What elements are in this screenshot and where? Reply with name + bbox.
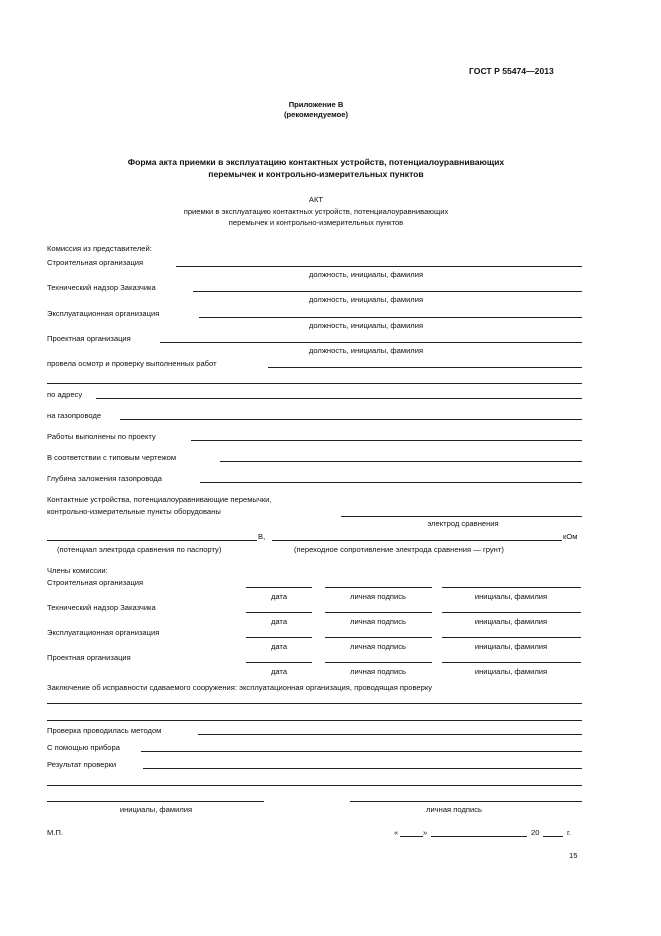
inspection-label: провела осмотр и проверку выполненных работ bbox=[47, 359, 217, 368]
member-date-line[interactable] bbox=[246, 587, 312, 588]
initials-line[interactable] bbox=[47, 801, 264, 802]
potential-caption: (потенциал электрода сравнения по паспорту) bbox=[57, 545, 222, 554]
member-name-line[interactable] bbox=[442, 662, 581, 663]
signature-caption: личная подпись bbox=[350, 617, 406, 626]
inspection-line[interactable] bbox=[268, 367, 582, 368]
date-close-quote: » bbox=[423, 828, 428, 837]
depth-line[interactable] bbox=[200, 482, 582, 483]
day-line[interactable] bbox=[400, 836, 423, 837]
conclusion-line[interactable] bbox=[47, 703, 582, 704]
member-org: Строительная организация bbox=[47, 578, 144, 587]
member-date-line[interactable] bbox=[246, 662, 312, 663]
equipment-line[interactable] bbox=[341, 516, 582, 517]
signature-line[interactable] bbox=[350, 801, 582, 802]
equipment-line-2: контрольно-измерительные пункты оборудованы bbox=[47, 507, 221, 516]
pipeline-line[interactable] bbox=[120, 419, 582, 420]
commission-rep-line[interactable] bbox=[160, 342, 582, 343]
result-line[interactable] bbox=[143, 768, 582, 769]
name-caption: инициалы, фамилия bbox=[474, 642, 548, 651]
commission-rep-label: Эксплуатационная организация bbox=[47, 309, 160, 318]
name-caption: инициалы, фамилия bbox=[474, 617, 548, 626]
method-line[interactable] bbox=[198, 734, 582, 735]
electrode-caption: электрод сравнения bbox=[427, 519, 499, 528]
depth-label: Глубина заложения газопровода bbox=[47, 474, 163, 483]
field-caption: должность, инициалы, фамилия bbox=[308, 295, 424, 304]
act-word: АКТ bbox=[308, 195, 324, 204]
address-label: по адресу bbox=[47, 390, 83, 399]
commission-heading: Комиссия из представителей: bbox=[47, 244, 152, 253]
member-signature-line[interactable] bbox=[325, 612, 432, 613]
year-prefix: 20 bbox=[531, 828, 540, 837]
signature-caption: личная подпись bbox=[350, 642, 406, 651]
seal-label: М.П. bbox=[47, 828, 64, 837]
commission-rep-line[interactable] bbox=[199, 317, 582, 318]
result-line-2[interactable] bbox=[47, 785, 582, 786]
member-org: Проектная организация bbox=[47, 653, 131, 662]
volt-unit: В, bbox=[258, 532, 266, 541]
act-line-1: приемки в эксплуатацию контактных устройств, потенциалоуравнивающих bbox=[183, 207, 449, 216]
member-date-line[interactable] bbox=[246, 612, 312, 613]
ohm-unit: кОм bbox=[563, 532, 578, 541]
member-name-line[interactable] bbox=[442, 587, 581, 588]
potential-line[interactable] bbox=[47, 540, 257, 541]
conclusion-text: Заключение об исправности сдаваемого сооружения: эксплуатационная организация, проводящая проверку bbox=[47, 683, 433, 692]
act-line-2: перемычек и контрольно-измерительных пунктов bbox=[228, 218, 404, 227]
form-title-line-1: Форма акта приемки в эксплуатацию контактных устройств, потенциалоуравнивающих bbox=[127, 157, 505, 167]
date-caption: дата bbox=[270, 617, 288, 626]
annex-subtitle: (рекомендуемое) bbox=[283, 110, 349, 119]
resistance-line[interactable] bbox=[272, 540, 562, 541]
field-caption: должность, инициалы, фамилия bbox=[308, 321, 424, 330]
date-caption: дата bbox=[270, 592, 288, 601]
page-number: 15 bbox=[569, 851, 578, 860]
resistance-caption: (переходное сопротивление электрода сравнения — грунт) bbox=[294, 545, 504, 554]
address-line[interactable] bbox=[96, 398, 582, 399]
year-line[interactable] bbox=[543, 836, 563, 837]
commission-rep-line[interactable] bbox=[176, 266, 582, 267]
equipment-line-1: Контактные устройства, потенциалоуравнивающие перемычки, bbox=[47, 495, 272, 504]
commission-rep-label: Технический надзор Заказчика bbox=[47, 283, 156, 292]
field-caption: должность, инициалы, фамилия bbox=[308, 346, 424, 355]
result-label: Результат проверки bbox=[47, 760, 117, 769]
commission-rep-line[interactable] bbox=[193, 291, 582, 292]
signature-caption: личная подпись bbox=[426, 805, 482, 814]
member-date-line[interactable] bbox=[246, 637, 312, 638]
pipeline-label: на газопроводе bbox=[47, 411, 102, 420]
date-caption: дата bbox=[270, 667, 288, 676]
member-signature-line[interactable] bbox=[325, 637, 432, 638]
project-label: Работы выполнены по проекту bbox=[47, 432, 156, 441]
date-caption: дата bbox=[270, 642, 288, 651]
member-org: Эксплуатационная организация bbox=[47, 628, 160, 637]
commission-rep-label: Строительная организация bbox=[47, 258, 144, 267]
member-signature-line[interactable] bbox=[325, 587, 432, 588]
member-signature-line[interactable] bbox=[325, 662, 432, 663]
field-caption: должность, инициалы, фамилия bbox=[308, 270, 424, 279]
conclusion-line[interactable] bbox=[47, 720, 582, 721]
member-name-line[interactable] bbox=[442, 637, 581, 638]
inspection-line-2[interactable] bbox=[47, 383, 582, 384]
initials-caption: инициалы, фамилия bbox=[119, 805, 193, 814]
year-suffix: г. bbox=[567, 828, 571, 837]
date-open-quote: « bbox=[394, 828, 399, 837]
members-heading: Члены комиссии: bbox=[47, 566, 108, 575]
signature-caption: личная подпись bbox=[350, 592, 406, 601]
drawing-line[interactable] bbox=[220, 461, 582, 462]
commission-rep-label: Проектная организация bbox=[47, 334, 131, 343]
name-caption: инициалы, фамилия bbox=[474, 592, 548, 601]
project-line[interactable] bbox=[191, 440, 582, 441]
name-caption: инициалы, фамилия bbox=[474, 667, 548, 676]
annex-title: Приложение В bbox=[288, 100, 344, 109]
standard-number: ГОСТ Р 55474—2013 bbox=[469, 66, 554, 76]
device-label: С помощью прибора bbox=[47, 743, 120, 752]
method-label: Проверка проводилась методом bbox=[47, 726, 162, 735]
signature-caption: личная подпись bbox=[350, 667, 406, 676]
month-line[interactable] bbox=[431, 836, 527, 837]
drawing-label: В соответствии с типовым чертежом bbox=[47, 453, 177, 462]
form-title-line-2: перемычек и контрольно-измерительных пунктов bbox=[208, 169, 424, 179]
member-org: Технический надзор Заказчика bbox=[47, 603, 156, 612]
device-line[interactable] bbox=[141, 751, 582, 752]
member-name-line[interactable] bbox=[442, 612, 581, 613]
